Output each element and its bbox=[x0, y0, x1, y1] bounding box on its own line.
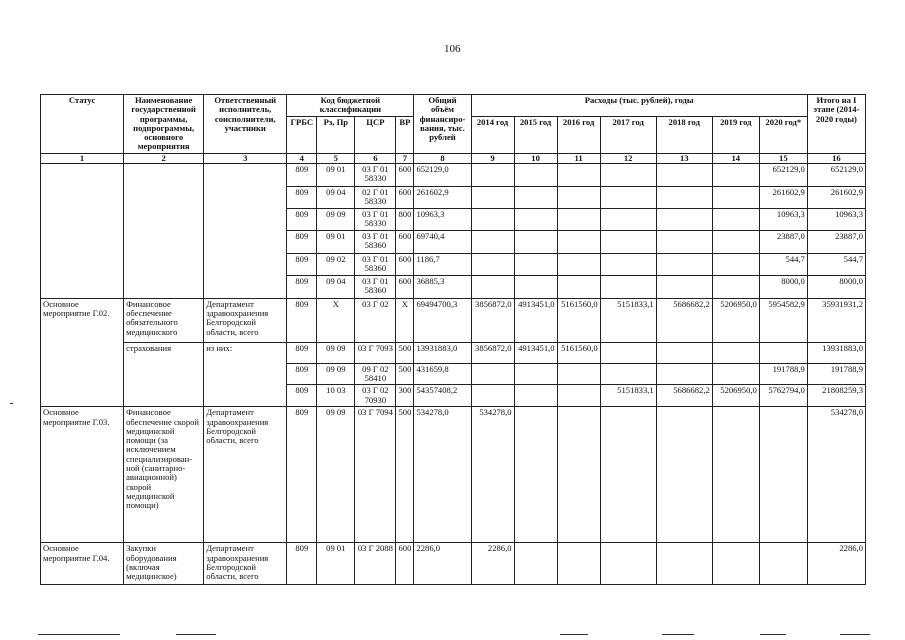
grbs-cell: 809 bbox=[287, 186, 317, 208]
table-row bbox=[41, 342, 866, 363]
year-2016-cell bbox=[557, 163, 600, 186]
year-2020-cell bbox=[759, 407, 807, 543]
vr-cell: 600 bbox=[396, 230, 414, 253]
year-2017-cell bbox=[600, 342, 656, 363]
year-2018-cell bbox=[656, 407, 712, 543]
header-rz-pr: Рз, Пр bbox=[317, 116, 355, 153]
total-cell: 13931883,0 bbox=[414, 342, 471, 363]
year-2015-cell bbox=[514, 163, 557, 186]
year-2018-cell bbox=[656, 275, 712, 298]
year-2018-cell bbox=[656, 342, 712, 363]
year-2014-cell bbox=[471, 363, 514, 385]
header-csr: ЦСР bbox=[355, 116, 396, 153]
year-2016-cell bbox=[557, 275, 600, 298]
header-itogo: Итого на I этапе (2014-2020 годы) bbox=[807, 95, 865, 154]
col-number: 16 bbox=[807, 153, 865, 163]
year-2014-cell: 3856872,0 bbox=[471, 298, 514, 342]
col-number: 6 bbox=[355, 153, 396, 163]
itogo-cell: 652129,0 bbox=[807, 163, 865, 186]
col-number: 2 bbox=[124, 153, 204, 163]
col-number: 8 bbox=[414, 153, 471, 163]
header-total-volume: Общий объём финансиро-вания, тыс. рублей bbox=[414, 95, 471, 154]
total-cell: 54357408,2 bbox=[414, 385, 471, 407]
year-2014-cell bbox=[471, 385, 514, 407]
scan-mark bbox=[760, 634, 786, 635]
year-2014-cell: 534278,0 bbox=[471, 407, 514, 543]
itogo-cell: 21808259,3 bbox=[807, 385, 865, 407]
program-name-cell: Финансовое обеспечение обязательного медицинского bbox=[124, 298, 204, 342]
col-number: 14 bbox=[712, 153, 759, 163]
executor-cell bbox=[204, 163, 287, 298]
vr-cell: 500 bbox=[396, 342, 414, 363]
year-2019-cell bbox=[712, 186, 759, 208]
header-year-2017: 2017 год bbox=[600, 116, 656, 153]
year-2018-cell bbox=[656, 186, 712, 208]
itogo-cell: 544,7 bbox=[807, 253, 865, 275]
itogo-cell: 191788,9 bbox=[807, 363, 865, 385]
year-2020-cell: 261602,9 bbox=[759, 186, 807, 208]
year-2019-cell bbox=[712, 543, 759, 585]
grbs-cell: 809 bbox=[287, 253, 317, 275]
budget-table bbox=[40, 94, 866, 585]
vr-cell: 600 bbox=[396, 253, 414, 275]
vr-cell: 500 bbox=[396, 363, 414, 385]
table-row bbox=[41, 298, 866, 342]
program-name-cell bbox=[124, 163, 204, 298]
total-cell: 10963,3 bbox=[414, 208, 471, 230]
year-2015-cell bbox=[514, 230, 557, 253]
year-2017-cell bbox=[600, 275, 656, 298]
csr-cell: 03 Г 7093 bbox=[355, 342, 396, 363]
header-year-2015: 2015 год bbox=[514, 116, 557, 153]
year-2019-cell bbox=[712, 163, 759, 186]
program-name-cell: Финансовое обеспечение скорой медицинской помощи (за исключением специализирован-ной (санитарно-авиационной) скорой медицинской помощи) bbox=[124, 407, 204, 543]
csr-cell: 03 Г 01 58330 bbox=[355, 208, 396, 230]
year-2015-cell bbox=[514, 543, 557, 585]
year-2018-cell bbox=[656, 230, 712, 253]
csr-cell: 03 Г 01 58360 bbox=[355, 253, 396, 275]
rz-pr-cell: 09 09 bbox=[317, 208, 355, 230]
year-2018-cell: 5686682,2 bbox=[656, 298, 712, 342]
table-body bbox=[41, 163, 866, 585]
year-2015-cell bbox=[514, 208, 557, 230]
executor-cell: Департамент здравоохранения Белгородской области, всего bbox=[204, 407, 287, 543]
executor-cell: Департамент здравоохранения Белгородской области, всего bbox=[204, 298, 287, 342]
year-2017-cell bbox=[600, 363, 656, 385]
year-2015-cell bbox=[514, 275, 557, 298]
year-2017-cell: 5151833,1 bbox=[600, 298, 656, 342]
header-year-2016: 2016 год bbox=[557, 116, 600, 153]
vr-cell: 600 bbox=[396, 275, 414, 298]
col-number: 13 bbox=[656, 153, 712, 163]
year-2015-cell: 4913451,0 bbox=[514, 342, 557, 363]
year-2019-cell bbox=[712, 253, 759, 275]
header-year-2018: 2018 год bbox=[656, 116, 712, 153]
col-number: 5 bbox=[317, 153, 355, 163]
year-2018-cell bbox=[656, 543, 712, 585]
csr-cell: 03 Г 7094 bbox=[355, 407, 396, 543]
year-2019-cell bbox=[712, 407, 759, 543]
total-cell: 431659,8 bbox=[414, 363, 471, 385]
year-2019-cell bbox=[712, 342, 759, 363]
year-2016-cell bbox=[557, 230, 600, 253]
executor-cell: Департамент здравоохранения Белгородской области, всего bbox=[204, 543, 287, 585]
grbs-cell: 809 bbox=[287, 163, 317, 186]
year-2019-cell bbox=[712, 275, 759, 298]
year-2018-cell bbox=[656, 363, 712, 385]
header-expenses: Расходы (тыс. рублей), годы bbox=[471, 95, 807, 117]
scan-mark bbox=[176, 634, 216, 635]
year-2016-cell bbox=[557, 385, 600, 407]
year-2018-cell: 5686682,2 bbox=[656, 385, 712, 407]
year-2019-cell bbox=[712, 230, 759, 253]
year-2016-cell bbox=[557, 543, 600, 585]
program-name-cell: страхования bbox=[124, 342, 204, 407]
year-2014-cell bbox=[471, 208, 514, 230]
scan-mark bbox=[662, 634, 694, 635]
year-2018-cell bbox=[656, 208, 712, 230]
header-year-2014: 2014 год bbox=[471, 116, 514, 153]
rz-pr-cell: 09 09 bbox=[317, 342, 355, 363]
vr-cell: X bbox=[396, 298, 414, 342]
csr-cell: 03 Г 02 70930 bbox=[355, 385, 396, 407]
year-2018-cell bbox=[656, 253, 712, 275]
status-cell: Основное мероприятие Г.02. bbox=[41, 298, 124, 407]
year-2015-cell bbox=[514, 186, 557, 208]
year-2020-cell: 5762794,0 bbox=[759, 385, 807, 407]
total-cell: 534278,0 bbox=[414, 407, 471, 543]
vr-cell: 600 bbox=[396, 186, 414, 208]
year-2014-cell: 2286,0 bbox=[471, 543, 514, 585]
year-2020-cell: 544,7 bbox=[759, 253, 807, 275]
year-2016-cell bbox=[557, 208, 600, 230]
rz-pr-cell: 09 01 bbox=[317, 163, 355, 186]
grbs-cell: 809 bbox=[287, 342, 317, 363]
year-2017-cell bbox=[600, 163, 656, 186]
scan-mark bbox=[38, 634, 120, 635]
header-year-2019: 2019 год bbox=[712, 116, 759, 153]
csr-cell: 03 Г 02 bbox=[355, 298, 396, 342]
year-2019-cell bbox=[712, 363, 759, 385]
csr-cell: 03 Г 01 58360 bbox=[355, 275, 396, 298]
year-2016-cell: 5161560,0 bbox=[557, 298, 600, 342]
grbs-cell: 809 bbox=[287, 543, 317, 585]
year-2017-cell bbox=[600, 186, 656, 208]
status-cell: Основное мероприятие Г.03. bbox=[41, 407, 124, 543]
total-cell: 36885,3 bbox=[414, 275, 471, 298]
vr-cell: 600 bbox=[396, 163, 414, 186]
header-status: Статус bbox=[41, 95, 124, 154]
rz-pr-cell: 10 03 bbox=[317, 385, 355, 407]
total-cell: 2286,0 bbox=[414, 543, 471, 585]
vr-cell: 600 bbox=[396, 543, 414, 585]
rz-pr-cell: 09 04 bbox=[317, 186, 355, 208]
year-2020-cell: 10963,3 bbox=[759, 208, 807, 230]
itogo-cell: 13931883,0 bbox=[807, 342, 865, 363]
itogo-cell: 2286,0 bbox=[807, 543, 865, 585]
col-number: 1 bbox=[41, 153, 124, 163]
year-2020-cell: 191788,9 bbox=[759, 363, 807, 385]
col-number: 12 bbox=[600, 153, 656, 163]
col-number: 7 bbox=[396, 153, 414, 163]
year-2020-cell: 5954582,9 bbox=[759, 298, 807, 342]
year-2015-cell bbox=[514, 407, 557, 543]
header-grbs: ГРБС bbox=[287, 116, 317, 153]
grbs-cell: 809 bbox=[287, 230, 317, 253]
col-number: 11 bbox=[557, 153, 600, 163]
year-2019-cell bbox=[712, 208, 759, 230]
rz-pr-cell: 09 09 bbox=[317, 407, 355, 543]
year-2014-cell bbox=[471, 163, 514, 186]
year-2014-cell bbox=[471, 275, 514, 298]
table-row bbox=[41, 543, 866, 585]
vr-cell: 800 bbox=[396, 208, 414, 230]
csr-cell: 03 Г 01 58330 bbox=[355, 163, 396, 186]
rz-pr-cell: 09 01 bbox=[317, 230, 355, 253]
col-number: 4 bbox=[287, 153, 317, 163]
scan-mark bbox=[560, 634, 588, 635]
year-2016-cell bbox=[557, 186, 600, 208]
year-2016-cell: 5161560,0 bbox=[557, 342, 600, 363]
grbs-cell: 809 bbox=[287, 208, 317, 230]
header-vr: ВР bbox=[396, 116, 414, 153]
year-2020-cell: 8000,0 bbox=[759, 275, 807, 298]
header-program-name: Наименование государственной программы, подпрограммы, основного мероприятия bbox=[124, 95, 204, 154]
year-2020-cell bbox=[759, 342, 807, 363]
year-2020-cell: 652129,0 bbox=[759, 163, 807, 186]
year-2015-cell bbox=[514, 253, 557, 275]
csr-cell: 03 Г 2088 bbox=[355, 543, 396, 585]
status-cell: Основное мероприятие Г.04. bbox=[41, 543, 124, 585]
year-2017-cell: 5151833,1 bbox=[600, 385, 656, 407]
year-2014-cell bbox=[471, 253, 514, 275]
col-number: 10 bbox=[514, 153, 557, 163]
header-executor: Ответственный исполнитель, соисполнители, участники bbox=[204, 95, 287, 154]
rz-pr-cell: 09 04 bbox=[317, 275, 355, 298]
rz-pr-cell: X bbox=[317, 298, 355, 342]
year-2018-cell bbox=[656, 163, 712, 186]
year-2017-cell bbox=[600, 253, 656, 275]
grbs-cell: 809 bbox=[287, 385, 317, 407]
year-2014-cell bbox=[471, 186, 514, 208]
year-2019-cell: 5206950,0 bbox=[712, 385, 759, 407]
vr-cell: 300 bbox=[396, 385, 414, 407]
grbs-cell: 809 bbox=[287, 275, 317, 298]
year-2014-cell: 3856872,0 bbox=[471, 342, 514, 363]
itogo-cell: 35931931,2 bbox=[807, 298, 865, 342]
year-2016-cell bbox=[557, 253, 600, 275]
year-2014-cell bbox=[471, 230, 514, 253]
col-number: 15 bbox=[759, 153, 807, 163]
year-2020-cell: 23887,0 bbox=[759, 230, 807, 253]
header-budget-code: Код бюджетной классификации bbox=[287, 95, 414, 117]
year-2020-cell bbox=[759, 543, 807, 585]
total-cell: 652129,0 bbox=[414, 163, 471, 186]
year-2017-cell bbox=[600, 407, 656, 543]
itogo-cell: 534278,0 bbox=[807, 407, 865, 543]
year-2016-cell bbox=[557, 363, 600, 385]
grbs-cell: 809 bbox=[287, 363, 317, 385]
total-cell: 69494700,3 bbox=[414, 298, 471, 342]
year-2015-cell bbox=[514, 385, 557, 407]
year-2017-cell bbox=[600, 208, 656, 230]
year-2017-cell bbox=[600, 230, 656, 253]
itogo-cell: 23887,0 bbox=[807, 230, 865, 253]
itogo-cell: 10963,3 bbox=[807, 208, 865, 230]
col-number: 3 bbox=[204, 153, 287, 163]
total-cell: 1186,7 bbox=[414, 253, 471, 275]
scan-mark bbox=[840, 634, 870, 635]
year-2016-cell bbox=[557, 407, 600, 543]
program-name-cell: Закупки оборудования (включая медицинское) bbox=[124, 543, 204, 585]
table-row bbox=[41, 407, 866, 543]
grbs-cell: 809 bbox=[287, 407, 317, 543]
rz-pr-cell: 09 09 bbox=[317, 363, 355, 385]
col-number: 9 bbox=[471, 153, 514, 163]
page-number: 106 bbox=[444, 43, 461, 55]
header-year-2020: 2020 год* bbox=[759, 116, 807, 153]
itogo-cell: 261602,9 bbox=[807, 186, 865, 208]
year-2015-cell: 4913451,0 bbox=[514, 298, 557, 342]
itogo-cell: 8000,0 bbox=[807, 275, 865, 298]
csr-cell: 03 Г 01 58360 bbox=[355, 230, 396, 253]
status-cell bbox=[41, 163, 124, 298]
grbs-cell: 809 bbox=[287, 298, 317, 342]
table-row bbox=[41, 163, 866, 186]
csr-cell: 09 Г 02 58410 bbox=[355, 363, 396, 385]
total-cell: 69740,4 bbox=[414, 230, 471, 253]
rz-pr-cell: 09 02 bbox=[317, 253, 355, 275]
executor-cell: из них: bbox=[204, 342, 287, 407]
scan-mark bbox=[10, 403, 13, 404]
csr-cell: 02 Г 01 58330 bbox=[355, 186, 396, 208]
year-2017-cell bbox=[600, 543, 656, 585]
year-2019-cell: 5206950,0 bbox=[712, 298, 759, 342]
total-cell: 261602,9 bbox=[414, 186, 471, 208]
year-2015-cell bbox=[514, 363, 557, 385]
rz-pr-cell: 09 01 bbox=[317, 543, 355, 585]
vr-cell: 500 bbox=[396, 407, 414, 543]
